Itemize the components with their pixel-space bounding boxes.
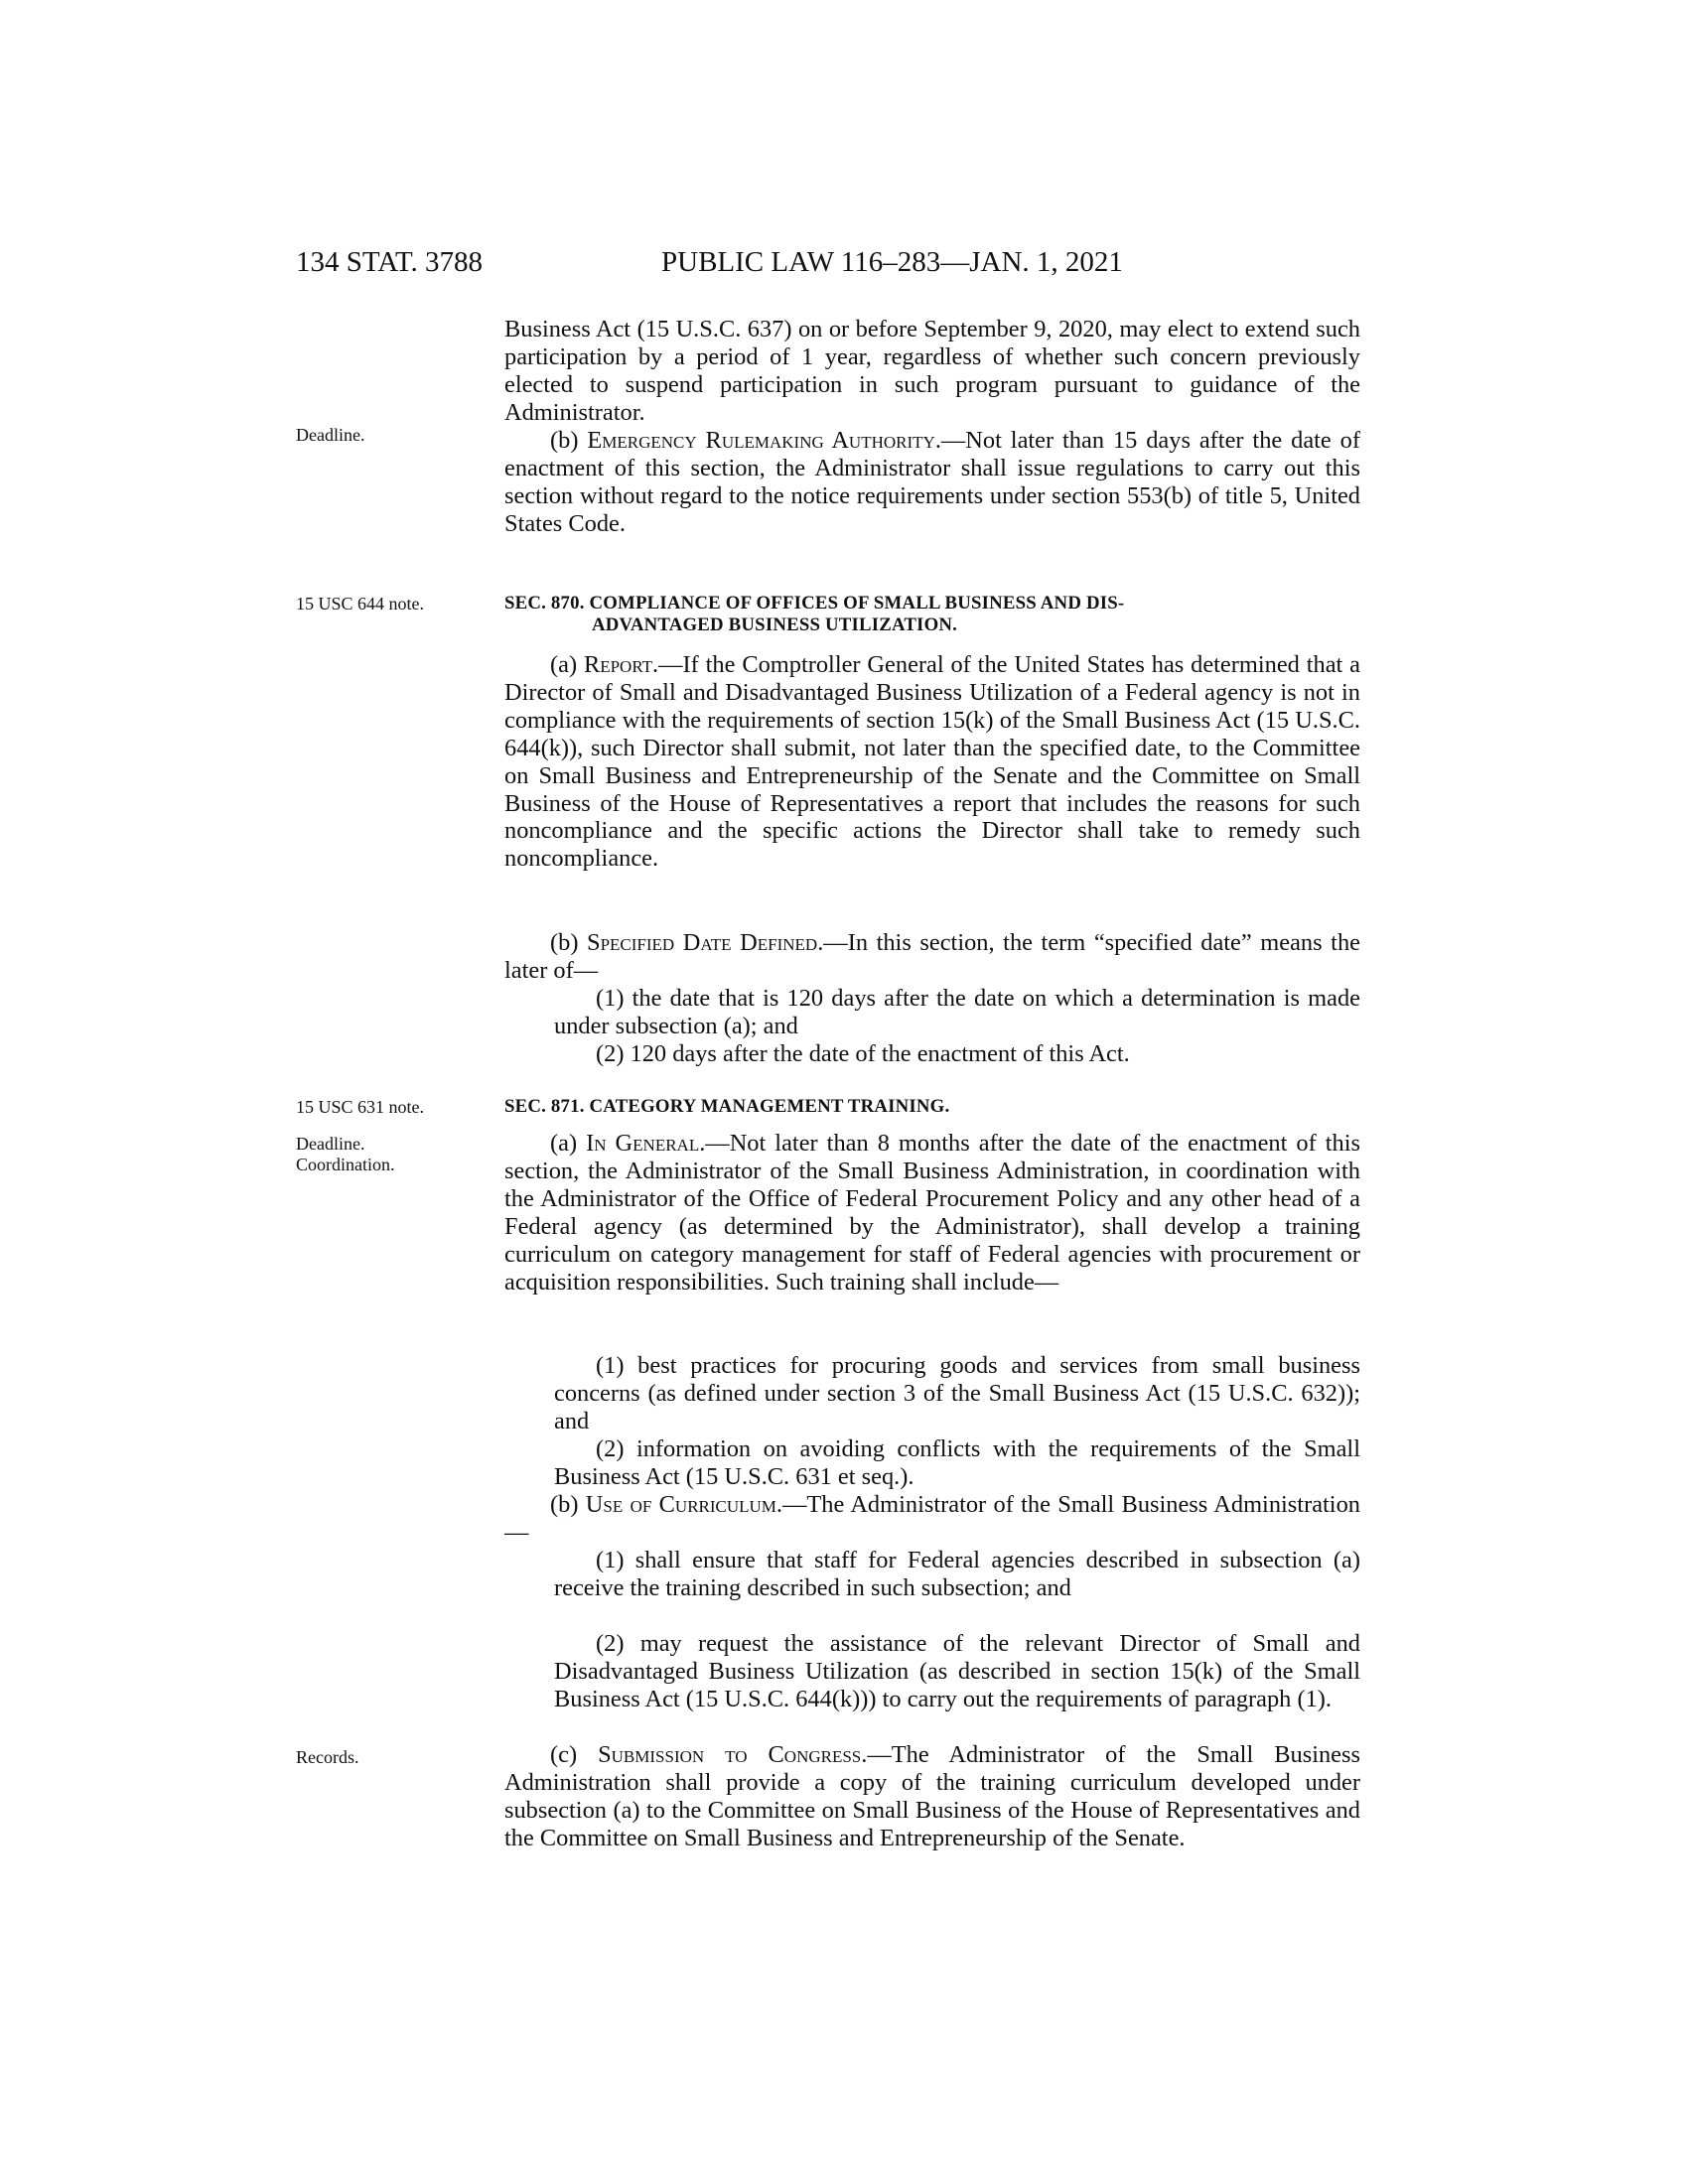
sidenote-deadline: Deadline. — [296, 425, 365, 445]
sidenote-records: Records. — [296, 1747, 359, 1767]
subsection-label: (c) — [550, 1741, 599, 1768]
section-870-subsection-a — [504, 651, 1360, 873]
page-header — [296, 246, 1368, 286]
section-871-a-paragraph-2: (2) information on avoiding conflicts with the requirements of the Small Business Act (15 U.S.C. 631 et seq.). — [554, 1435, 1360, 1490]
sidenote-usc-644-note: 15 USC 644 note. — [296, 594, 425, 614]
section-heading-line-2: ADVANTAGED BUSINESS UTILIZATION. — [592, 614, 958, 635]
subsection-label: (b) — [550, 1491, 586, 1518]
subsection-body: .—Not later than 15 days after the date of enactment of this section, the Administrator shall issue regulations to carry out this section without regard to the notice requirements under section 553(b) of title 5, United States Code. — [504, 427, 1360, 537]
running-title: PUBLIC LAW 116–283—JAN. 1, 2021 — [661, 246, 1123, 278]
subsection-body: .—The Administrator of the Small Business Administration— — [504, 1491, 1360, 1546]
subsection-body: .—The Administrator of the Small Business Administration shall provide a copy of the training curriculum developed under subsection (a) to the Committee on Small Business of the House of Representatives and the Committee on Small Business and Entrepreneurship of the Senate. — [504, 1741, 1360, 1851]
section-870-subsection-b — [504, 929, 1360, 985]
subsection-label: (b) — [550, 929, 588, 956]
section-871-b-paragraph-1: (1) shall ensure that staff for Federal agencies described in subsection (a) receive the training described in such subsection; and — [554, 1547, 1360, 1601]
section-871-heading: SEC. 871. CATEGORY MANAGEMENT TRAINING. — [504, 1096, 950, 1117]
sidenote-deadline-2: Deadline. — [296, 1134, 365, 1154]
section-871-subsection-b — [504, 1491, 1360, 1547]
subsection-heading: Use of Curriculum — [585, 1491, 776, 1518]
section-870-paragraph-2: (2) 120 days after the date of the enactment of this Act. — [596, 1040, 1130, 1067]
section-871-subsection-a — [504, 1130, 1360, 1296]
subsection-heading: In General — [586, 1130, 700, 1157]
section-871-subsection-c — [504, 1741, 1360, 1852]
sidenote-coordination: Coordination. — [296, 1155, 395, 1174]
stat-citation: 134 STAT. 3788 — [296, 246, 484, 278]
sidenote-usc-631-note: 15 USC 631 note. — [296, 1097, 425, 1117]
section-871-a-paragraph-1: (1) best practices for procuring goods and services from small business concerns (as defined under section 3 of the Small Business Act (15 U.S.C. 632)); and — [554, 1352, 1360, 1434]
subsection-b-emergency-rulemaking — [504, 427, 1360, 538]
subsection-label: (b) — [550, 427, 588, 454]
subsection-heading: Submission to Congress — [598, 1741, 862, 1768]
subsection-label: (a) — [550, 651, 584, 678]
subsection-heading: Emergency Rulemaking Authority — [587, 427, 935, 454]
section-870-heading — [504, 593, 1360, 636]
subsection-label: (a) — [550, 1130, 587, 1157]
section-871-b-paragraph-2: (2) may request the assistance of the relevant Director of Small and Disadvantaged Business Utilization (as described in section 15(k) of the Small Business Act (15 U.S.C. 644(k))) to carry out the requirements of paragraph (1). — [554, 1630, 1360, 1712]
subsection-heading: Report — [583, 651, 653, 678]
subsection-body: .—If the Comptroller General of the United States has determined that a Director of Small and Disadvantaged Business Utilization of a Federal agency is not in compliance with the requirements of section 15(k) of the Small Business Act (15 U.S.C. 644(k)), such Director shall submit, not later than the specified date, to the Committee on Small Business and Entrepreneurship of the Senate and the Committee on Small Business of the House of Representatives a report that includes the reasons for such noncompliance and the specific actions the Director shall take to remedy such noncompliance. — [504, 651, 1360, 873]
continuation-paragraph: Business Act (15 U.S.C. 637) on or before September 9, 2020, may elect to extend such participation by a period of 1 year, regardless of whether such concern previously elected to suspend participation in such program pursuant to guidance of the Administrator. — [504, 316, 1360, 426]
section-heading-line-1: SEC. 870. COMPLIANCE OF OFFICES OF SMALL BUSINESS AND DIS- — [504, 593, 1125, 614]
subsection-heading: Specified Date Defined — [587, 929, 818, 956]
subsection-body: .—Not later than 8 months after the date of the enactment of this section, the Administrator of the Small Business Administration, in coordination with the Administrator of the Office of Federal Procurement Policy and any other head of a Federal agency (as determined by the Administrator), shall develop a training curriculum on category management for staff of Federal agencies with procurement or acquisition responsibilities. Such training shall include— — [504, 1130, 1360, 1296]
section-870-paragraph-1: (1) the date that is 120 days after the date on which a determination is made under subsection (a); and — [554, 985, 1360, 1039]
subsection-body: .—In this section, the term “specified date” means the later of— — [504, 929, 1360, 984]
